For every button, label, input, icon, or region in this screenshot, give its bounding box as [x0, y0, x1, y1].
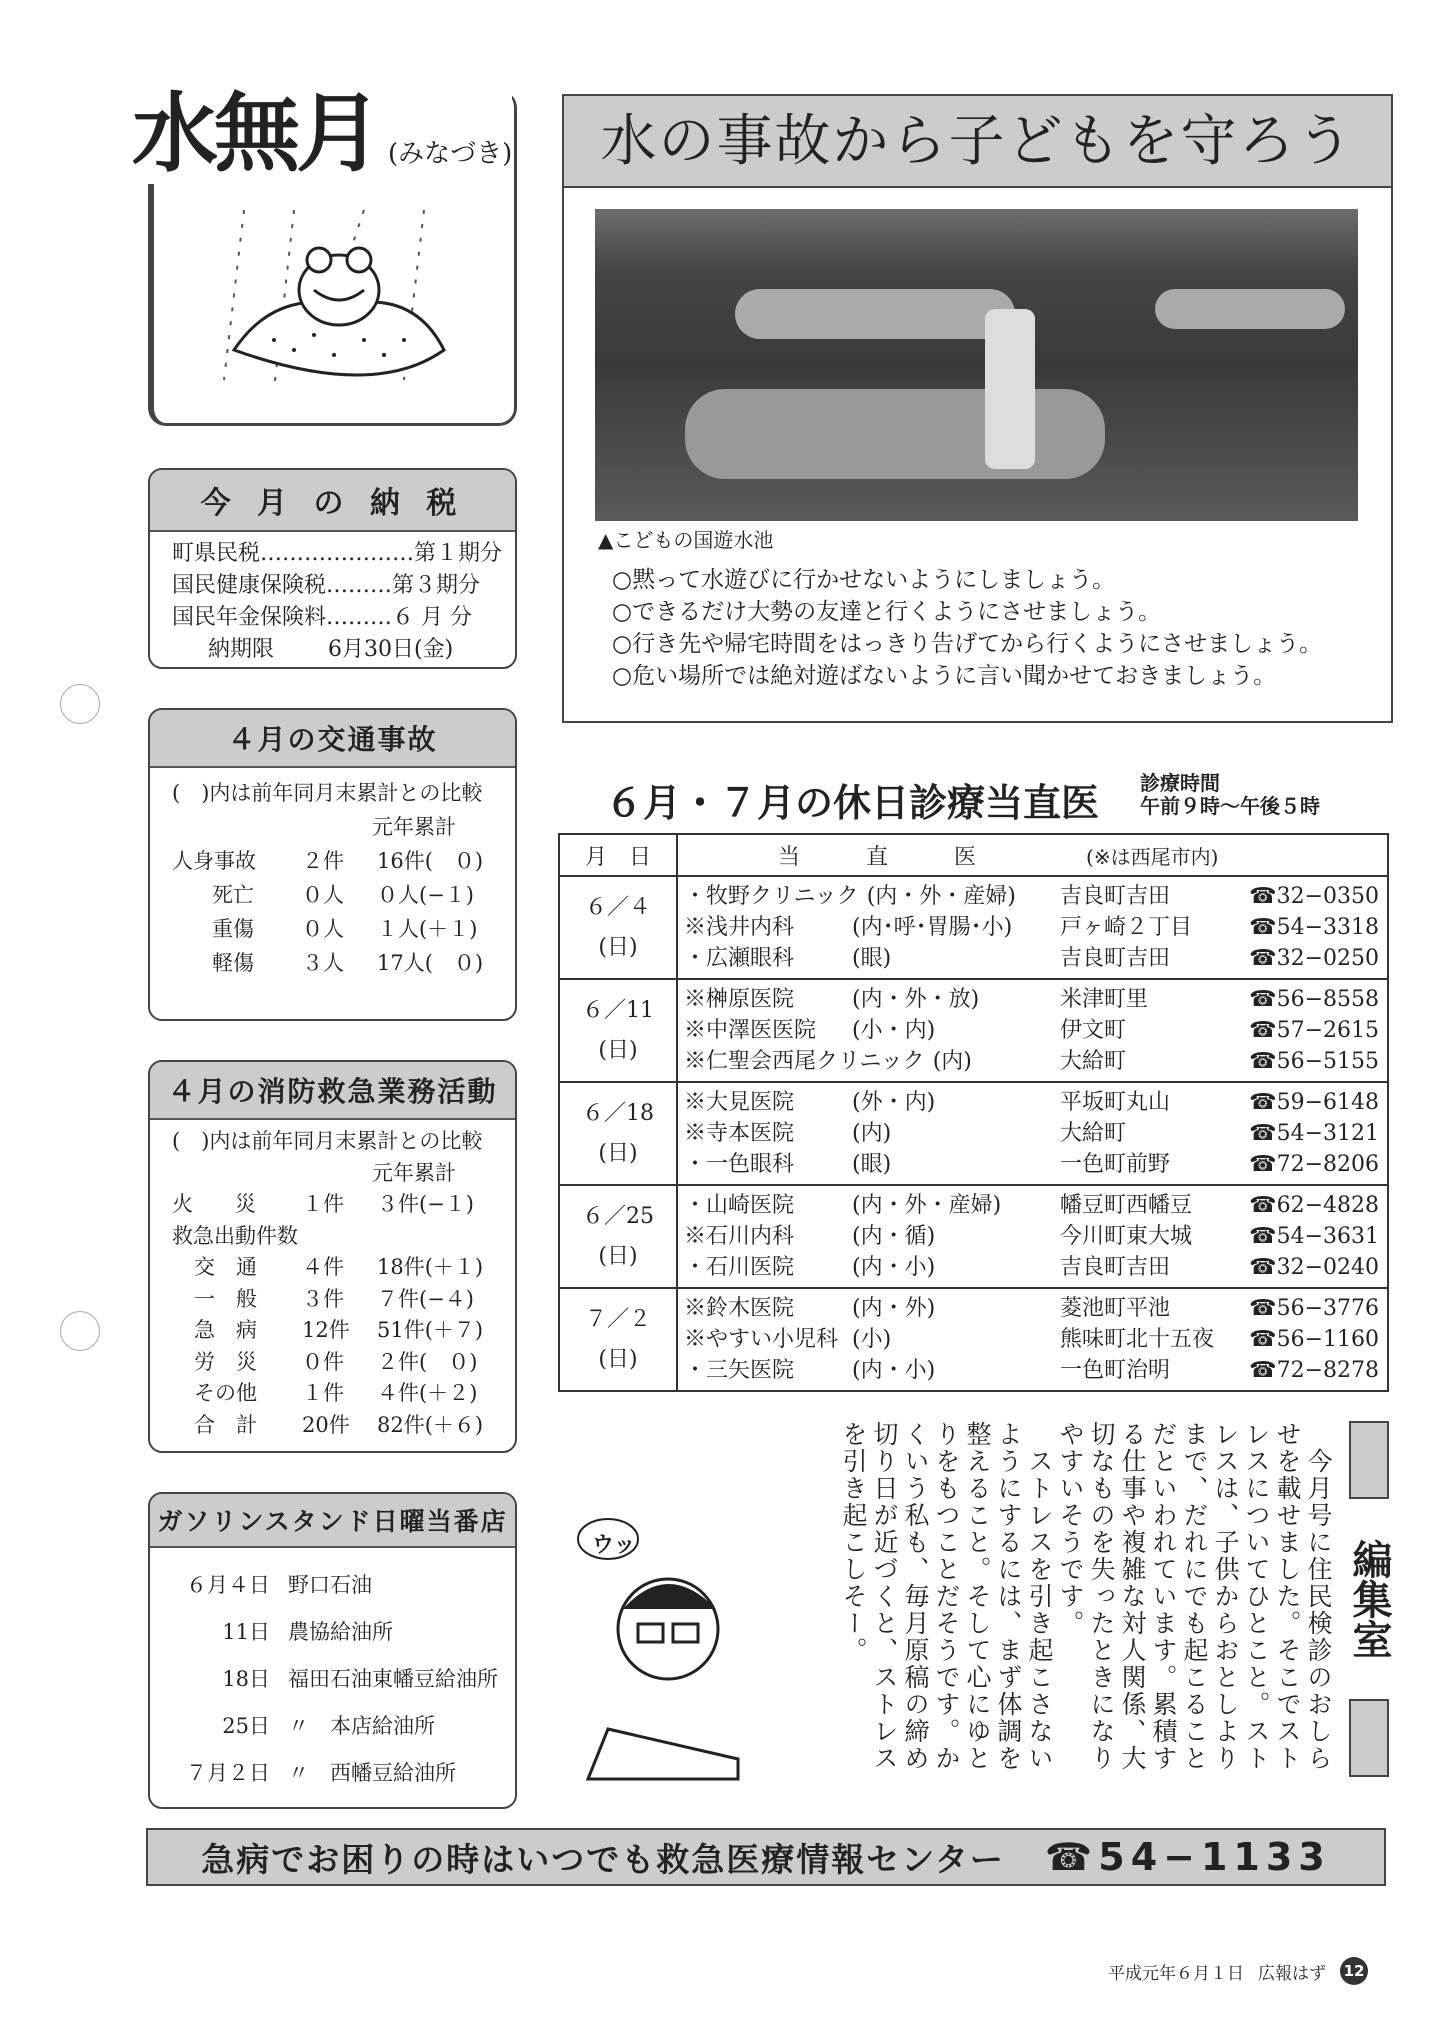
- col-date: 月 日: [559, 834, 677, 876]
- clinic-entry: [684, 943, 1379, 974]
- doctor-cell: [677, 1082, 1388, 1185]
- clinic-entry: [684, 1118, 1379, 1149]
- tax-item: 町県民税…………………: [172, 541, 415, 566]
- gas-station: 野口石油: [288, 1573, 372, 1597]
- address: 米津町里: [1060, 987, 1149, 1012]
- fire-note: ( )内は前年同月末累計との比較: [172, 1129, 483, 1153]
- clinic-name-group: [684, 1293, 1054, 1324]
- clinic-entry: [684, 881, 1379, 912]
- address: 菱池町平池: [1060, 1296, 1171, 1321]
- clinic-name: ※石川内科: [684, 1224, 795, 1249]
- row-label: 急 病: [194, 1318, 257, 1342]
- editorial-text: 今月号に住民検診のおしらせを載せました。そこでストレスについてひとこと。ストレスは、子供からおとしよりまで、だれにでも起こることだといわれています。累積する仕事や複雑な対人関係、大切なものを失ったときになりやすいそうです。 ストレスを引き起こさないようにするには、まず体調を整えること。そして心にゆとりをもつことだそうです。かくいう私も、毎月原稿の締め切り日が近づくと、ストレスを引き起こしそー。: [839, 1421, 1333, 1772]
- clinic-group-row: [559, 1185, 1388, 1288]
- departments: (小): [852, 1327, 892, 1352]
- clinic-entry: [684, 984, 1379, 1015]
- row-total: ７件(−４): [377, 1286, 474, 1311]
- date-cell: [559, 1082, 677, 1185]
- row-label: 労 災: [194, 1349, 257, 1374]
- deadline: 6月30日(金): [328, 637, 454, 662]
- row-total: ０人(−１): [377, 883, 474, 907]
- departments: (内･呼･胃腸･小): [852, 915, 1013, 940]
- departments: (内): [932, 1049, 972, 1074]
- address: 一色町治明: [1060, 1358, 1171, 1383]
- phone: ☎32−0240: [1249, 1255, 1379, 1280]
- tax-period: 第１期分: [414, 541, 503, 566]
- departments: (内・循): [852, 1224, 936, 1249]
- clinic-entry: [684, 1190, 1379, 1221]
- gas-date: 11日: [222, 1620, 270, 1644]
- doctor-cell: [677, 979, 1388, 1082]
- fire-title: ４月の消防救急業務活動: [150, 1062, 515, 1120]
- pool-photo: [595, 209, 1358, 521]
- fire-rescue-box: [148, 1060, 517, 1453]
- clinic-name: ・三矢医院: [684, 1358, 795, 1383]
- month-header: [132, 84, 512, 184]
- gas-row: [170, 1750, 515, 1797]
- clinic-name: ・一色眼科: [684, 1152, 795, 1177]
- gas-station-box: [148, 1492, 517, 1809]
- row-month: １件: [302, 1381, 344, 1405]
- address: 戸ヶ崎２丁目: [1060, 915, 1193, 940]
- row-label: 一 般: [194, 1286, 257, 1311]
- row-total: ３件(−１): [377, 1192, 474, 1216]
- address: 平坂町丸山: [1060, 1090, 1171, 1115]
- departments: (内・外・放): [852, 987, 980, 1012]
- clinic-name: ・牧野クリニック: [684, 884, 859, 909]
- phone: ☎32−0350: [1249, 884, 1379, 909]
- fire-row: [172, 1347, 515, 1379]
- fire-row: [172, 1252, 515, 1284]
- phone: ☎54−3318: [1249, 915, 1379, 940]
- gas-row: [170, 1656, 515, 1703]
- departments: (内): [852, 1121, 892, 1146]
- row-total: 82件(＋６): [377, 1412, 484, 1437]
- clinic-group-row: [559, 1082, 1388, 1185]
- clinic-name-group: [684, 1149, 1054, 1180]
- clinic-group-row: [559, 1288, 1388, 1391]
- footer-publication: 広報はず: [1258, 1963, 1326, 1984]
- address: 大給町: [1060, 1121, 1127, 1146]
- page-number: 12: [1340, 1957, 1368, 1985]
- address: 一色町前野: [1060, 1152, 1171, 1177]
- row-month: ０件: [302, 1349, 344, 1374]
- row-month: [450, 1221, 515, 1253]
- row-label: 救急出動件数: [172, 1223, 298, 1248]
- date-cell: [559, 979, 677, 1082]
- doctor-cell: [677, 876, 1388, 979]
- departments: (小・内): [852, 1018, 936, 1043]
- clinic-name-group: [684, 943, 1054, 974]
- cartoon-speech: ウッ: [592, 1532, 636, 1558]
- gas-date: ６月４日: [186, 1573, 270, 1597]
- row-total: ２件( ０): [377, 1349, 478, 1374]
- tax-item: 国民年金保険料………: [172, 605, 393, 630]
- phone: ☎54−3631: [1249, 1224, 1379, 1249]
- address: 今川町東大城: [1060, 1224, 1193, 1249]
- deadline-label: 納期限: [208, 637, 275, 662]
- departments: (内・外): [852, 1296, 936, 1321]
- row-month: ３件: [302, 1286, 344, 1311]
- clinic-name-group: [684, 1190, 1054, 1221]
- clinic-name: ※中澤医医院: [684, 1018, 817, 1043]
- address: 吉良町吉田: [1060, 884, 1171, 909]
- fire-row: [172, 1410, 515, 1442]
- date: ７／２: [584, 1306, 651, 1332]
- clinic-group-row: [559, 979, 1388, 1082]
- clinic-entry: [684, 912, 1379, 943]
- address: 幡豆町西幡豆: [1060, 1193, 1193, 1218]
- clinic-name-group: [684, 1015, 1054, 1046]
- fire-row: [172, 1284, 515, 1316]
- address: 吉良町吉田: [1060, 1255, 1171, 1280]
- clinic-table: [558, 833, 1389, 1392]
- doctor-cell: [677, 1288, 1388, 1391]
- row-month: ０人: [302, 917, 344, 941]
- clinic-entry: [684, 1221, 1379, 1252]
- phone: ☎59−6148: [1249, 1090, 1379, 1115]
- editorial-title-bar: [1346, 1421, 1392, 1783]
- traffic-title: ４月の交通事故: [150, 710, 515, 768]
- row-month: １件: [302, 1192, 344, 1216]
- doctor-header: 当 直 医: [778, 844, 977, 870]
- fire-col-header: 元年累計: [372, 1160, 456, 1185]
- row-label: 軽傷: [212, 951, 254, 975]
- water-safety-title: 水の事故から子どもを守ろう: [564, 96, 1391, 188]
- weekday: (日): [598, 1140, 638, 1166]
- doctor-note: (※は西尾市内): [1086, 844, 1219, 869]
- month-reading: (みなづき): [388, 139, 513, 169]
- phone: ☎72−8278: [1249, 1358, 1379, 1383]
- safety-bullet: ○行き先や帰宅時間をはっきり告げてから行くようにさせましょう。: [612, 631, 1323, 657]
- departments: (内・小): [852, 1358, 936, 1383]
- clinic-name-group: [684, 1355, 1054, 1386]
- traffic-note: ( )内は前年同月末累計との比較: [172, 781, 483, 805]
- tax-title: 今 月 の 納 税: [150, 470, 515, 532]
- phone: ☎56−1160: [1249, 1327, 1379, 1352]
- departments: (眼): [852, 1152, 892, 1177]
- fire-row: [172, 1189, 515, 1221]
- date-cell: [559, 1288, 677, 1391]
- doctor-cell: [677, 1185, 1388, 1288]
- row-label: 火 災: [172, 1192, 256, 1216]
- phone: ☎72−8206: [1249, 1152, 1379, 1177]
- clinic-name: ・広瀬眼科: [684, 946, 795, 971]
- row-month: ４件: [302, 1255, 344, 1279]
- date: ６／18: [582, 1100, 654, 1126]
- gas-row: [170, 1609, 515, 1656]
- row-total: ４件(＋２): [377, 1381, 478, 1405]
- row-total: 51件(＋７): [377, 1318, 484, 1342]
- departments: (内・外・産婦): [866, 884, 1016, 909]
- address: 吉良町吉田: [1060, 946, 1171, 971]
- traffic-col-header: 元年累計: [372, 815, 456, 839]
- tax-item: 国民健康保険税………: [172, 573, 393, 598]
- tax-box: [148, 468, 517, 669]
- clinic-entry: [684, 1293, 1379, 1324]
- clinic-group-row: [559, 876, 1388, 979]
- clinic-name: ・山崎医院: [684, 1193, 795, 1218]
- gas-row: [170, 1562, 515, 1609]
- clinic-entry: [684, 1252, 1379, 1283]
- clinic-name-group: [684, 984, 1054, 1015]
- weekday: (日): [598, 934, 638, 960]
- clinic-name-group: [684, 1087, 1054, 1118]
- tax-period: ６ 月 分: [392, 605, 473, 630]
- clinic-name: ※寺本医院: [684, 1121, 795, 1146]
- gas-station: 農協給油所: [288, 1620, 393, 1644]
- gas-date: ７月２日: [186, 1761, 270, 1785]
- hours-value: 午前９時〜午後５時: [1140, 794, 1320, 818]
- clinic-name-group: [684, 1118, 1054, 1149]
- traffic-row: [172, 878, 515, 912]
- tax-period: 第３期分: [392, 573, 481, 598]
- frog-on-leaf-illustration: [214, 210, 474, 400]
- row-label: 合 計: [194, 1412, 257, 1437]
- row-label: 死亡: [212, 883, 254, 907]
- phone: ☎56−3776: [1249, 1296, 1379, 1321]
- clinic-name: ※鈴木医院: [684, 1296, 795, 1321]
- clinic-entry: [684, 1149, 1379, 1180]
- clinic-entry: [684, 1015, 1379, 1046]
- clinic-name-group: [684, 881, 1054, 912]
- fire-row: [172, 1221, 515, 1253]
- phone: ☎62−4828: [1249, 1193, 1379, 1218]
- gas-title: ガソリンスタンド日曜当番店: [150, 1494, 515, 1548]
- footer-date: 平成元年６月１日: [1108, 1963, 1244, 1984]
- date-cell: [559, 1185, 677, 1288]
- row-month: ２件: [302, 849, 344, 873]
- weekday: (日): [598, 1243, 638, 1269]
- gas-date: 18日: [222, 1667, 270, 1691]
- clinic-name-group: [684, 912, 1054, 943]
- fire-row: [172, 1378, 515, 1410]
- clinic-name: ※仁聖会西尾クリニック: [684, 1049, 925, 1074]
- weekday: (日): [598, 1346, 638, 1372]
- traffic-row: [172, 912, 515, 946]
- safety-bullet: ○黙って水遊びに行かせないようにしましょう。: [612, 567, 1116, 593]
- row-total: 18件(＋１): [377, 1255, 484, 1279]
- clinic-name-group: [684, 1221, 1054, 1252]
- clinic-name: ※浅井内科: [684, 915, 795, 940]
- emergency-phone: ☎54−1133: [1044, 1835, 1331, 1879]
- emergency-text: 急病でお困りの時はいつでも救急医療情報センター: [201, 1839, 1005, 1879]
- row-total: 16件( ０): [377, 849, 484, 873]
- clinic-entry: [684, 1324, 1379, 1355]
- gas-row: [170, 1703, 515, 1750]
- clinic-hours: [1140, 772, 1320, 818]
- clinic-title: ６月・７月の休日診療当直医: [605, 781, 1100, 825]
- row-label: 交 通: [194, 1255, 257, 1279]
- gas-station: 〃 西幡豆給油所: [288, 1761, 456, 1785]
- water-safety-section: [562, 94, 1393, 723]
- safety-bullet: ○危い場所では絶対遊ばないように言い聞かせておきましょう。: [612, 663, 1277, 689]
- traffic-row: [172, 844, 515, 878]
- clinic-name-group: [684, 1252, 1054, 1283]
- fire-row: [172, 1315, 515, 1347]
- phone: ☎56−8558: [1249, 987, 1379, 1012]
- traffic-accidents-box: [148, 708, 517, 1021]
- month-box: [132, 83, 517, 426]
- gas-station: 〃 本店給油所: [288, 1714, 435, 1738]
- clinic-name-group: [684, 1324, 1054, 1355]
- photo-caption: ▲こどもの国遊水池: [598, 528, 774, 552]
- clinic-entry: [684, 1046, 1379, 1077]
- departments: (内・外・産婦): [852, 1193, 1002, 1218]
- address: 大給町: [1060, 1049, 1127, 1074]
- row-month: ０人: [302, 883, 344, 907]
- row-month: 20件: [302, 1412, 350, 1437]
- row-label: その他: [194, 1381, 257, 1405]
- row-label: 重傷: [212, 917, 254, 941]
- safety-bullets: [612, 564, 1322, 692]
- weekday: (日): [598, 1037, 638, 1063]
- departments: (眼): [852, 946, 892, 971]
- clinic-name: ※やすい小児科: [684, 1327, 839, 1352]
- row-month: 12件: [302, 1318, 350, 1342]
- footer: [1108, 1957, 1368, 1985]
- row-total: １人(＋１): [377, 917, 478, 941]
- departments: (内・小): [852, 1255, 936, 1280]
- departments: (外・内): [852, 1090, 936, 1115]
- emergency-banner: [146, 1828, 1386, 1886]
- clinic-name-group: [684, 1046, 1054, 1077]
- row-label: 人身事故: [172, 849, 256, 873]
- safety-bullet: ○できるだけ大勢の友達と行くようにさせましょう。: [612, 599, 1162, 625]
- editorial: [775, 1421, 1392, 1783]
- hours-label: 診療時間: [1140, 771, 1220, 795]
- row-month: ３人: [302, 951, 344, 975]
- phone: ☎56−5155: [1249, 1049, 1379, 1074]
- row-total: 17人( ０): [377, 951, 484, 975]
- date: ６／４: [584, 894, 651, 920]
- address: 熊味町北十五夜: [1060, 1327, 1215, 1352]
- address: 伊文町: [1060, 1018, 1127, 1043]
- clinic-entry: [684, 1355, 1379, 1386]
- col-doctor: [677, 834, 1388, 876]
- gas-date: 25日: [222, 1714, 270, 1738]
- date: ６／25: [582, 1203, 654, 1229]
- clinic-entry: [684, 1087, 1379, 1118]
- clinic-name: ※榊原医院: [684, 987, 795, 1012]
- punch-hole: [60, 1311, 100, 1351]
- clinic-name: ・石川医院: [684, 1255, 795, 1280]
- phone: ☎32−0250: [1249, 946, 1379, 971]
- traffic-row: [172, 946, 515, 980]
- gas-station: 福田石油東幡豆給油所: [288, 1667, 498, 1691]
- phone: ☎57−2615: [1249, 1018, 1379, 1043]
- editorial-title: 編集室: [1346, 1539, 1392, 1659]
- date: ６／11: [582, 997, 654, 1023]
- clinic-name: ※大見医院: [684, 1090, 795, 1115]
- phone: ☎54−3121: [1249, 1121, 1379, 1146]
- month-title: 水無月: [132, 83, 378, 184]
- date-cell: [559, 876, 677, 979]
- punch-hole: [60, 684, 100, 724]
